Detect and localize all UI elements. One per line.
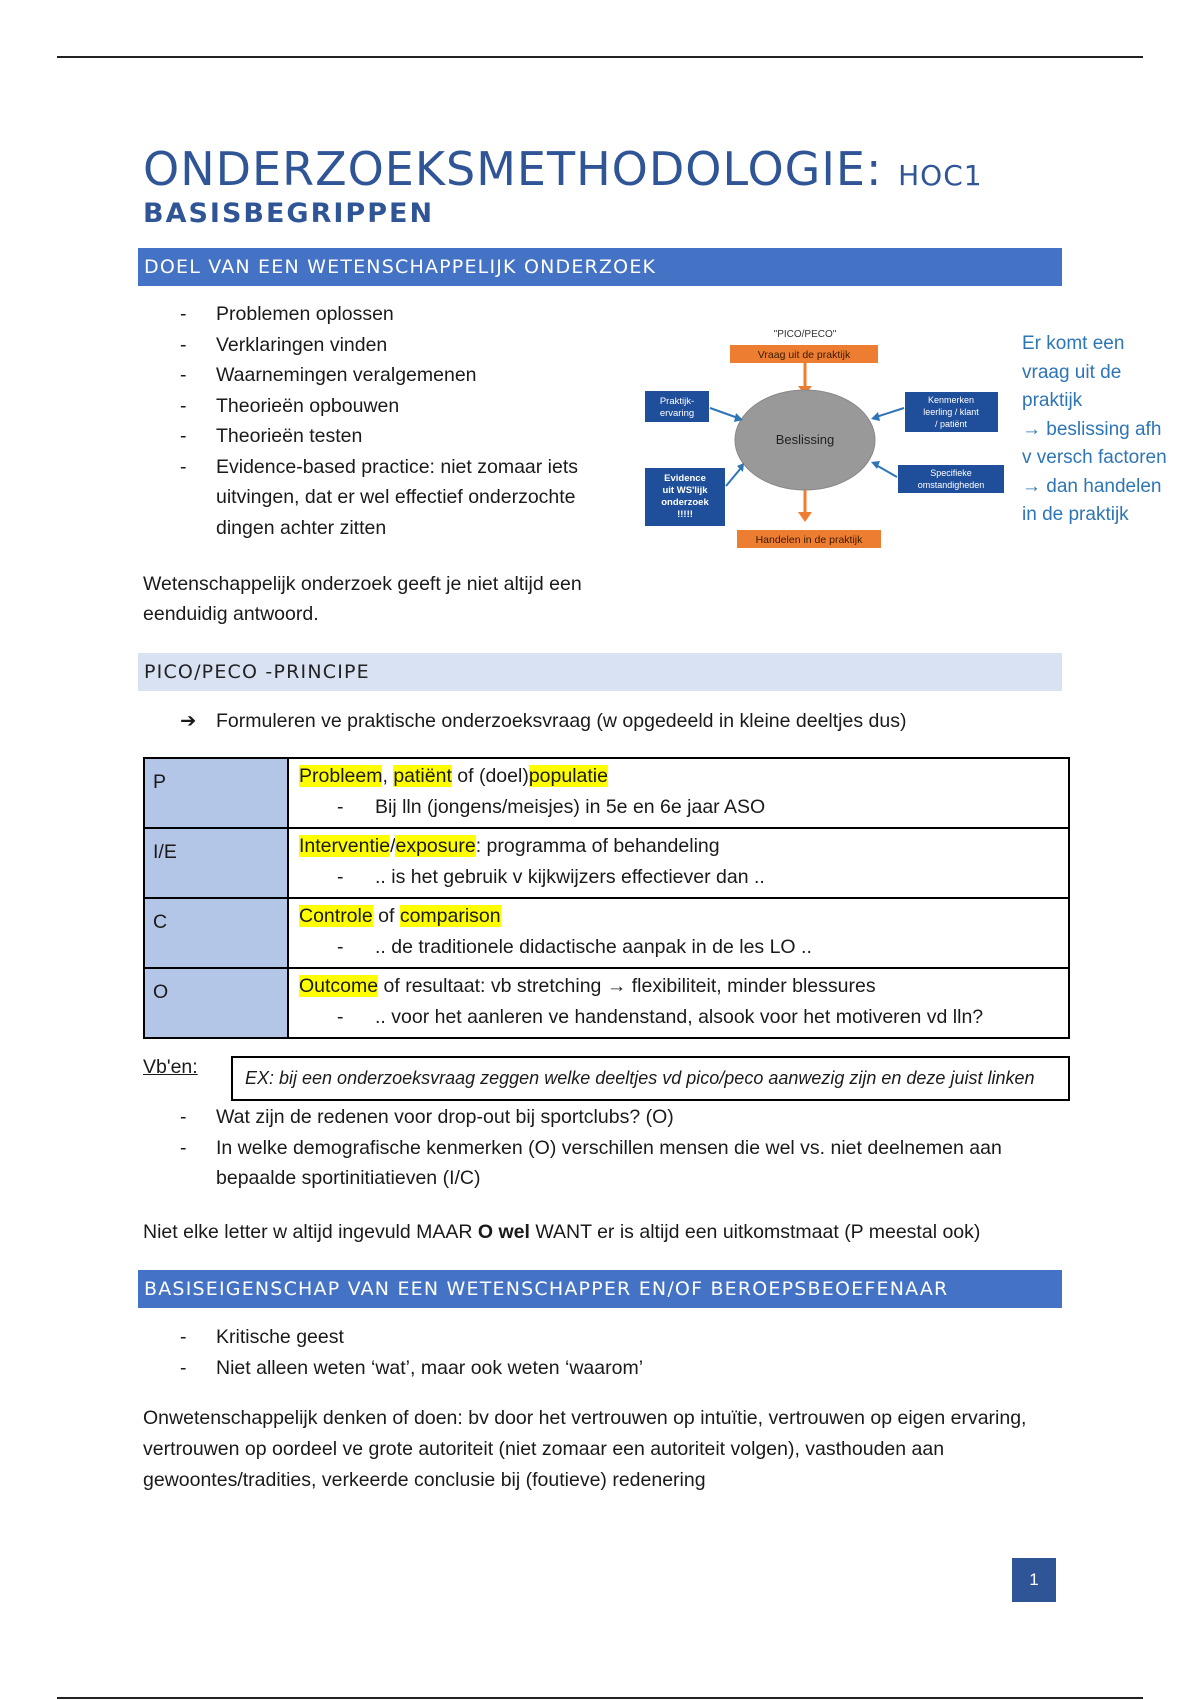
list-item xyxy=(180,1102,1060,1133)
pico-key: O xyxy=(144,968,288,1038)
pico-term: Controle xyxy=(299,905,373,927)
arrow-line: ➔ Formuleren ve praktische onderzoeksvraag (w opgedeeld in kleine deeltjes dus) xyxy=(180,706,906,736)
side-note-line: v versch factoren xyxy=(1022,447,1167,468)
pico-row xyxy=(144,828,1069,898)
dash-bullet: - xyxy=(180,333,187,356)
list-item-text: Wat zijn de redenen voor drop-out bij sportclubs? (O) xyxy=(216,1106,674,1128)
pico-term: Interventie xyxy=(299,835,391,857)
section-heading-pico: PICO/PECO -PRINCIPE xyxy=(138,653,1062,691)
dash-bullet: - xyxy=(180,455,187,478)
right-arrow-icon: ➔ xyxy=(180,710,197,732)
svg-text:omstandigheden: omstandigheden xyxy=(917,480,985,490)
bottom-box-label: Handelen in de praktijk xyxy=(755,534,863,546)
list-item-text: Problemen oplossen xyxy=(216,303,394,325)
dash-bullet: - xyxy=(337,866,344,888)
side-note xyxy=(1022,330,1167,530)
list-item-text: In welke demografische kenmerken (O) verschillen mensen die wel vs. niet deelnemen aan bepaalde sportinitiatieven (I/C) xyxy=(216,1136,1002,1189)
svg-text:Praktijk-: Praktijk- xyxy=(659,396,695,407)
svg-text:Kenmerken: Kenmerken xyxy=(927,395,975,405)
list-item-text: Theorieën opbouwen xyxy=(216,394,400,417)
list-item xyxy=(180,1353,1060,1384)
pico-example: Bij lln (jongens/meisjes) in 5e en 6e jaar ASO xyxy=(375,796,766,818)
list-item-text: Kritische geest xyxy=(216,1326,344,1348)
diagram-caption: "PICO/PECO" xyxy=(773,329,837,340)
pico-key: C xyxy=(144,898,288,968)
pico-term: Outcome xyxy=(299,975,379,997)
pico-term: comparison xyxy=(399,905,501,927)
pico-row xyxy=(144,968,1069,1038)
pico-value xyxy=(288,898,1069,968)
decision-label: Beslissing xyxy=(775,432,835,447)
examples-label: Vb'en: xyxy=(143,1056,198,1078)
note-outcome: Niet elke letter w altijd ingevuld MAAR O wel WANT er is altijd een uitkomstmaat (P meestal ook) xyxy=(143,1221,981,1243)
pico-term: of resultaat: vb stretching → flexibiliteit, minder blessures xyxy=(378,975,876,997)
side-note-line: praktijk xyxy=(1022,390,1083,411)
page-subtitle: BASISBEGRIPPEN xyxy=(143,198,435,229)
pico-term: of xyxy=(372,905,400,927)
pico-term: of (doel) xyxy=(451,765,529,787)
list-item-text: Evidence-based practice: niet zomaar iets uitvingen, dat er wel effectief onderzochte dingen achter zitten xyxy=(216,455,579,539)
property-list xyxy=(180,1322,1060,1383)
pico-example: .. voor het aanleren ve handenstand, alsook voor het motiveren vd lln? xyxy=(375,1006,984,1028)
pico-example: .. is het gebruik v kijkwijzers effectiever dan .. xyxy=(375,866,765,888)
paragraph-antwoord: Wetenschappelijk onderzoek geeft je niet altijd een eenduidig antwoord. xyxy=(143,573,582,625)
svg-text:Specifieke: Specifieke xyxy=(930,468,972,478)
dash-bullet: - xyxy=(180,1106,187,1128)
list-item-text: Verklaringen vinden xyxy=(216,333,388,356)
list-item-text: Niet alleen weten ‘wat’, maar ook weten ‘waarom’ xyxy=(216,1356,644,1379)
side-note-line: → beslissing afh xyxy=(1022,418,1162,440)
pico-term: Probleem xyxy=(299,765,383,787)
svg-text:!!!!!: !!!!! xyxy=(677,509,693,520)
dash-bullet: - xyxy=(337,1006,344,1028)
dash-bullet: - xyxy=(180,425,187,447)
list-item xyxy=(180,452,620,544)
page-title: ONDERZOEKSMETHODOLOGIE: HOC1 xyxy=(143,142,983,196)
dash-bullet: - xyxy=(180,394,187,417)
pico-key: I/E xyxy=(144,828,288,898)
side-note-line: Er komt een xyxy=(1022,333,1125,354)
pico-key: P xyxy=(144,758,288,828)
example-instruction-box: EX: bij een onderzoeksvraag zeggen welke deeltjes vd pico/peco aanwezig zijn en deze juist linken xyxy=(231,1056,1070,1101)
list-item xyxy=(180,330,620,361)
dash-bullet: - xyxy=(337,936,344,958)
dash-bullet: - xyxy=(337,796,344,818)
svg-text:uit WS'lijk: uit WS'lijk xyxy=(662,485,708,496)
goal-list xyxy=(180,299,620,543)
list-item xyxy=(180,421,620,452)
section-heading-doel: DOEL VAN EEN WETENSCHAPPELIJK ONDERZOEK xyxy=(138,248,1062,286)
pico-term: , xyxy=(382,765,394,787)
list-item xyxy=(180,1133,1060,1194)
list-item xyxy=(180,1322,1060,1353)
pico-value xyxy=(288,828,1069,898)
top-rule xyxy=(57,56,1143,58)
pico-term: / xyxy=(390,835,396,857)
list-item xyxy=(180,360,620,391)
pico-decision-diagram xyxy=(640,320,1010,555)
dash-bullet: - xyxy=(180,364,187,386)
pico-row xyxy=(144,758,1069,828)
side-note-line: vraag uit de xyxy=(1022,361,1122,383)
examples-list xyxy=(180,1102,1060,1194)
list-item-text: Waarnemingen veralgemenen xyxy=(216,364,477,386)
pico-table xyxy=(143,757,1070,1039)
dash-bullet: - xyxy=(180,1326,187,1348)
top-box-label: Vraag uit de praktijk xyxy=(757,349,851,361)
list-item-text: Theorieën testen xyxy=(216,425,363,447)
pico-value xyxy=(288,758,1069,828)
paragraph-onwetenschappelijk: Onwetenschappelijk denken of doen: bv door het vertrouwen op intuïtie, vertrouwen op eigen ervaring, vertrouwen op oordeel ve grote autoriteit (niet zomaar een autoriteit volgen), vasthouden aan gewoontes/tradities, verkeerde conclusie bij (foutieve) redenering xyxy=(143,1407,1027,1491)
side-note-line: → dan handelen xyxy=(1022,475,1162,497)
pico-term: : programma of behandeling xyxy=(475,835,720,857)
pico-example: .. de traditionele didactische aanpak in de les LO .. xyxy=(375,936,812,958)
pico-term: exposure xyxy=(395,835,476,857)
dash-bullet: - xyxy=(180,1356,187,1379)
list-item xyxy=(180,299,620,330)
svg-text:Evidence: Evidence xyxy=(664,473,706,484)
svg-text:onderzoek: onderzoek xyxy=(661,497,709,508)
pico-term: patiënt xyxy=(393,765,452,787)
side-note-line: in de praktijk xyxy=(1022,504,1129,525)
section-heading-basiseigenschap: BASISEIGENSCHAP VAN EEN WETENSCHAPPER EN/OF BEROEPSBEOEFENAAR xyxy=(138,1270,1062,1308)
pico-term: populatie xyxy=(528,765,608,787)
svg-text:leerling / klant: leerling / klant xyxy=(923,407,979,417)
dash-bullet: - xyxy=(180,1136,187,1159)
pico-value xyxy=(288,968,1069,1038)
bottom-rule xyxy=(57,1697,1143,1699)
dash-bullet: - xyxy=(180,303,187,325)
svg-text:ervaring: ervaring xyxy=(659,408,695,419)
pico-row xyxy=(144,898,1069,968)
list-item xyxy=(180,391,620,422)
svg-text:/ patiënt: / patiënt xyxy=(934,419,968,429)
page-number: 1 xyxy=(1012,1558,1056,1602)
